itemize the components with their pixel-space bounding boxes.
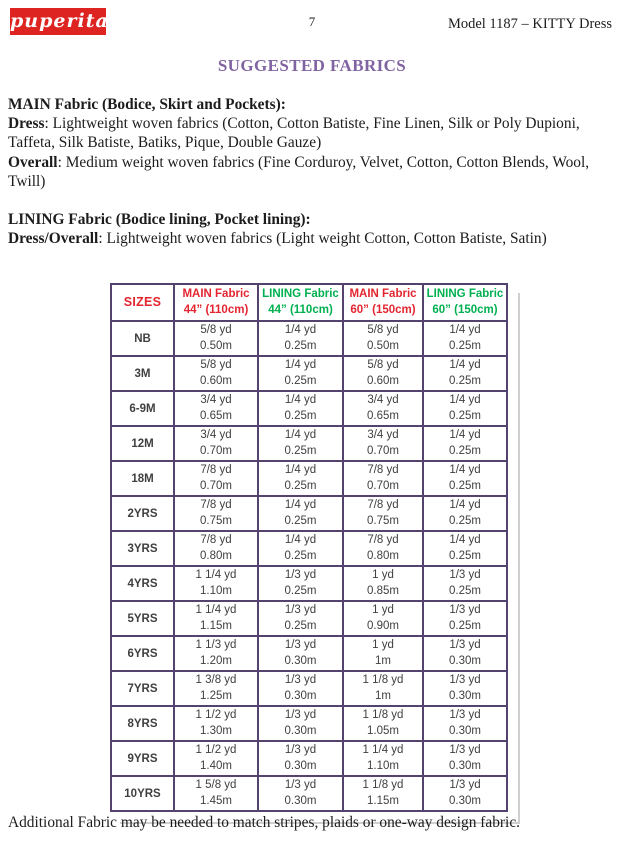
size-cell: NB [111, 321, 174, 356]
table-row [111, 321, 507, 356]
yardage-cell: 1 yd 0.90m [343, 601, 423, 636]
yardage-cell: 7/8 yd 0.80m [343, 531, 423, 566]
yardage-cell: 1 1/4 yd 1.10m [343, 741, 423, 776]
yardage-cell: 5/8 yd 0.50m [343, 321, 423, 356]
yardage-cell: 1/3 yd 0.25m [258, 601, 343, 636]
dress-overall-label: Dress/Overall [8, 230, 99, 248]
yardage-cell: 1/3 yd 0.30m [258, 636, 343, 671]
yardage-cell: 3/4 yd 0.70m [343, 426, 423, 461]
main-fabric-section [8, 95, 618, 191]
sizes-header-cell: SIZES [111, 284, 174, 321]
yardage-cell: 1/3 yd 0.30m [423, 706, 507, 741]
logo-text: puperita [10, 10, 109, 32]
yardage-cell: 7/8 yd 0.75m [343, 496, 423, 531]
yardage-cell: 1/4 yd 0.25m [258, 391, 343, 426]
yardage-cell: 5/8 yd 0.60m [343, 356, 423, 391]
yardage-cell: 1/3 yd 0.30m [258, 706, 343, 741]
dress-fabric-line [8, 114, 618, 152]
fabric-header-cell: MAIN Fabric 44” (110cm) [174, 284, 258, 321]
dress-text: : Lightweight woven fabrics (Cotton, Cotton Batiste, Fine Linen, Silk or Poly Dupioni, Taffeta, Silk Batiste, Batiks, Pique, Double Gauze) [8, 115, 580, 152]
size-cell: 7YRS [111, 671, 174, 706]
yardage-cell: 1 1/2 yd 1.40m [174, 741, 258, 776]
yardage-cell: 1/3 yd 0.30m [423, 741, 507, 776]
table-row [111, 461, 507, 496]
fabric-header-cell: LINING Fabric 60” (150cm) [423, 284, 507, 321]
yardage-cell: 1/3 yd 0.30m [258, 776, 343, 811]
table-row [111, 356, 507, 391]
yardage-cell: 1 1/8 yd 1.05m [343, 706, 423, 741]
yardage-cell: 5/8 yd 0.50m [174, 321, 258, 356]
yardage-cell: 1 5/8 yd 1.45m [174, 776, 258, 811]
overall-label: Overall [8, 153, 58, 171]
lining-fabric-heading: LINING Fabric (Bodice lining, Pocket lining): [8, 211, 311, 229]
additional-fabric-note: Additional Fabric may be needed to match stripes, plaids or one-way design fabric. [8, 814, 521, 831]
yardage-cell: 1/4 yd 0.25m [258, 531, 343, 566]
lining-text: : Lightweight woven fabrics (Light weight Cotton, Cotton Batiste, Satin) [98, 230, 547, 248]
yardage-cell: 1/3 yd 0.30m [423, 671, 507, 706]
size-cell: 10YRS [111, 776, 174, 811]
size-cell: 6YRS [111, 636, 174, 671]
yardage-cell: 1 3/8 yd 1.25m [174, 671, 258, 706]
table-row [111, 741, 507, 776]
yardage-cell: 1/4 yd 0.25m [258, 461, 343, 496]
yardage-cell: 1/4 yd 0.25m [423, 496, 507, 531]
table-row [111, 391, 507, 426]
yardage-cell: 3/4 yd 0.65m [174, 391, 258, 426]
page-title: SUGGESTED FABRICS [217, 56, 407, 75]
yardage-cell: 1 1/4 yd 1.15m [174, 601, 258, 636]
yardage-cell: 1/3 yd 0.25m [258, 566, 343, 601]
fabric-table-head [111, 284, 507, 321]
yardage-cell: 1/4 yd 0.25m [423, 426, 507, 461]
size-cell: 8YRS [111, 706, 174, 741]
yardage-cell: 5/8 yd 0.60m [174, 356, 258, 391]
table-row [111, 531, 507, 566]
yardage-cell: 7/8 yd 0.75m [174, 496, 258, 531]
yardage-cell: 1 yd 1m [343, 636, 423, 671]
yardage-cell: 1/4 yd 0.25m [423, 321, 507, 356]
model-title: Model 1187 – KITTY Dress [447, 16, 612, 32]
header-row [111, 284, 507, 321]
size-cell: 18M [111, 461, 174, 496]
size-cell: 5YRS [111, 601, 174, 636]
yardage-cell: 7/8 yd 0.70m [343, 461, 423, 496]
page-number: 7 [308, 14, 316, 29]
table-row [111, 566, 507, 601]
size-cell: 3M [111, 356, 174, 391]
fabric-descriptions [8, 95, 618, 248]
yardage-cell: 1/4 yd 0.25m [258, 496, 343, 531]
yardage-cell: 1/3 yd 0.30m [258, 741, 343, 776]
lining-fabric-line [8, 229, 618, 248]
overall-text: : Medium weight woven fabrics (Fine Corduroy, Velvet, Cotton, Cotton Blends, Wool, Twill) [8, 153, 590, 190]
yardage-cell: 1 1/2 yd 1.30m [174, 706, 258, 741]
fabric-header-cell: LINING Fabric 44” (110cm) [258, 284, 343, 321]
yardage-cell: 3/4 yd 0.70m [174, 426, 258, 461]
table-row [111, 601, 507, 636]
yardage-cell: 1 1/4 yd 1.10m [174, 566, 258, 601]
size-cell: 3YRS [111, 531, 174, 566]
yardage-cell: 1/4 yd 0.25m [258, 356, 343, 391]
yardage-cell: 1 1/8 yd 1m [343, 671, 423, 706]
yardage-cell: 1/3 yd 0.30m [423, 636, 507, 671]
fabric-requirements-table-wrap [110, 283, 508, 812]
table-row [111, 671, 507, 706]
table-row [111, 496, 507, 531]
yardage-cell: 1 yd 0.85m [343, 566, 423, 601]
size-cell: 4YRS [111, 566, 174, 601]
yardage-cell: 1/3 yd 0.30m [423, 776, 507, 811]
fabric-table [110, 283, 508, 812]
size-cell: 9YRS [111, 741, 174, 776]
size-cell: 12M [111, 426, 174, 461]
yardage-cell: 1 1/3 yd 1.20m [174, 636, 258, 671]
yardage-cell: 1 1/8 yd 1.15m [343, 776, 423, 811]
fabric-table-body [111, 321, 507, 811]
overall-fabric-line [8, 153, 618, 191]
yardage-cell: 1/4 yd 0.25m [423, 461, 507, 496]
yardage-cell: 1/3 yd 0.25m [423, 601, 507, 636]
yardage-cell: 7/8 yd 0.70m [174, 461, 258, 496]
yardage-cell: 1/4 yd 0.25m [258, 426, 343, 461]
yardage-cell: 1/4 yd 0.25m [258, 321, 343, 356]
table-row [111, 706, 507, 741]
yardage-cell: 1/4 yd 0.25m [423, 391, 507, 426]
dress-label: Dress [8, 115, 45, 133]
yardage-cell: 1/3 yd 0.25m [423, 566, 507, 601]
table-row [111, 426, 507, 461]
main-fabric-heading: MAIN Fabric (Bodice, Skirt and Pockets): [8, 96, 286, 113]
size-cell: 2YRS [111, 496, 174, 531]
yardage-cell: 1/4 yd 0.25m [423, 531, 507, 566]
table-row [111, 636, 507, 671]
yardage-cell: 3/4 yd 0.65m [343, 391, 423, 426]
lining-fabric-section [8, 210, 618, 248]
yardage-cell: 1/3 yd 0.30m [258, 671, 343, 706]
size-cell: 6-9M [111, 391, 174, 426]
fabric-header-cell: MAIN Fabric 60” (150cm) [343, 284, 423, 321]
yardage-cell: 7/8 yd 0.80m [174, 531, 258, 566]
table-row [111, 776, 507, 811]
yardage-cell: 1/4 yd 0.25m [423, 356, 507, 391]
